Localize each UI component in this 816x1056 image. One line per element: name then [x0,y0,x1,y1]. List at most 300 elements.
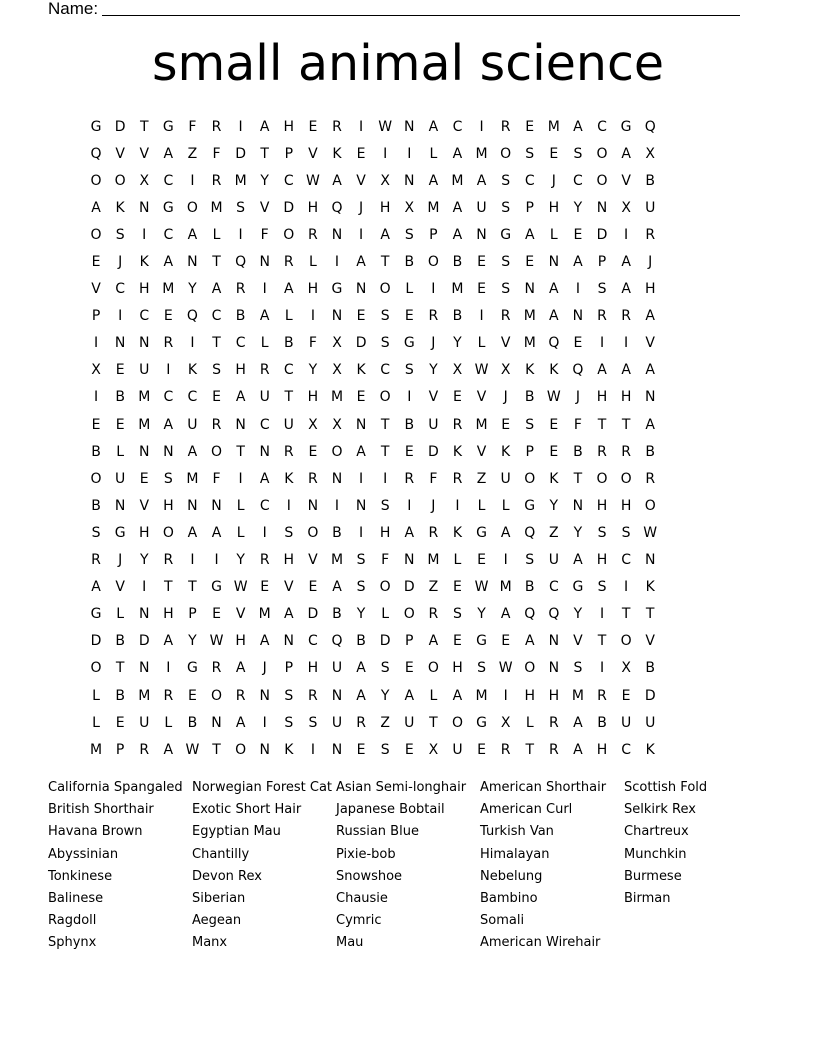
grid-letter: R [308,470,318,487]
grid-letter: D [138,633,150,650]
grid-letter: E [356,741,366,758]
word-search-grid [84,113,734,763]
grid-letter: D [283,199,295,216]
grid-letter: S [597,579,607,596]
grid-letter: G [500,226,512,243]
grid-letter: M [523,335,536,352]
grid-letter: R [500,118,511,135]
grid-letter: I [334,254,340,271]
grid-letter: N [138,443,150,460]
word-list-item: Cymric [336,913,382,929]
grid-letter: J [551,172,556,189]
grid-letter: V [428,389,439,406]
grid-letter: E [549,416,559,433]
grid-letter: W [643,524,658,541]
grid-letter: E [260,579,270,596]
grid-letter: T [429,714,438,731]
grid-letter: E [453,389,462,406]
grid-letter: X [404,199,415,216]
grid-letter: O [427,660,439,677]
grid-letter: L [236,497,245,514]
grid-letter: Y [139,552,149,569]
grid-letter: L [429,687,438,704]
grid-letter: C [380,362,391,379]
grid-letter: I [383,470,388,487]
grid-letter: E [212,389,221,406]
grid-letter: B [524,579,535,596]
grid-letter: H [596,497,608,514]
grid-letter: L [116,606,125,623]
grid-letter: S [621,524,631,541]
grid-letter: N [307,497,319,514]
grid-letter: W [546,389,561,406]
grid-letter: A [549,308,559,325]
grid-letter: K [187,362,198,379]
grid-letter: Z [380,714,390,731]
name-underline[interactable] [102,0,740,16]
grid-letter: A [163,741,174,758]
grid-letter: C [621,552,631,569]
grid-letter: I [214,552,219,569]
grid-letter: A [452,687,463,704]
grid-letter: I [624,579,629,596]
grid-letter: N [572,497,584,514]
grid-letter: L [381,606,390,623]
grid-letter: A [428,633,439,650]
grid-letter: D [307,606,319,623]
grid-letter: I [310,308,315,325]
grid-letter: Y [356,606,366,623]
grid-letter: V [91,281,101,298]
grid-letter: N [138,606,150,623]
word-list-item: Chantilly [192,846,250,862]
grid-letter: O [331,443,343,460]
grid-letter: I [238,470,243,487]
grid-letter: E [549,443,559,460]
grid-letter: O [644,497,656,514]
grid-letter: M [475,687,488,704]
grid-letter: U [620,714,632,731]
grid-letter: M [571,687,584,704]
grid-letter: A [332,579,342,596]
grid-letter: H [307,281,319,298]
grid-letter: G [162,199,174,216]
grid-letter: T [212,741,221,758]
grid-letter: K [452,524,463,541]
grid-letter: K [501,443,511,460]
grid-letter: B [332,606,342,623]
word-list-item: Snowshoe [336,868,403,884]
grid-letter: B [645,172,655,189]
grid-letter: T [164,579,173,596]
grid-letter: H [307,199,319,216]
grid-letter: Z [187,145,198,162]
grid-letter: N [548,633,560,650]
word-list-item: American Curl [480,802,573,818]
grid-letter: M [475,416,488,433]
grid-letter: F [212,470,221,487]
grid-letter: M [330,389,344,406]
word-list-item: Munchkin [624,846,687,862]
grid-letter: G [90,118,102,135]
grid-letter: Q [572,362,584,379]
grid-row [84,384,734,411]
grid-letter: I [190,552,195,569]
grid-row [84,492,734,519]
grid-letter: L [477,497,486,514]
grid-letter: M [427,199,440,216]
grid-letter: E [115,416,125,433]
grid-letter: E [573,335,583,352]
grid-letter: P [525,443,534,460]
grid-letter: H [548,687,560,704]
grid-letter: O [379,579,391,596]
grid-letter: E [404,741,414,758]
grid-letter: I [503,552,508,569]
grid-letter: E [501,416,511,433]
grid-letter: H [620,389,632,406]
grid-letter: A [356,443,366,460]
grid-letter: M [258,606,271,623]
grid-row [84,628,734,655]
grid-letter: R [308,226,318,243]
grid-letter: T [380,416,390,433]
grid-letter: K [525,362,535,379]
grid-letter: T [525,741,535,758]
grid-letter: B [91,443,101,460]
grid-row [84,601,734,628]
grid-letter: E [621,687,631,704]
grid-letter: N [283,633,295,650]
grid-letter: V [235,606,246,623]
grid-letter: A [573,118,583,135]
grid-letter: Y [477,606,486,623]
grid-letter: U [645,199,656,216]
grid-letter: B [332,524,342,541]
grid-letter: N [138,660,150,677]
grid-row [84,221,734,248]
grid-letter: G [186,660,198,677]
grid-letter: R [283,443,294,460]
grid-letter: I [575,281,580,298]
grid-letter: A [380,226,390,243]
grid-letter: E [477,254,486,271]
grid-letter: A [235,389,246,406]
grid-letter: O [283,226,295,243]
grid-letter: R [235,281,246,298]
grid-letter: N [259,254,270,271]
name-field[interactable] [48,0,740,18]
grid-letter: A [428,172,439,189]
word-list [48,777,788,955]
grid-letter: N [355,497,367,514]
grid-letter: O [427,254,439,271]
grid-letter: I [93,335,99,352]
grid-letter: R [548,714,559,731]
grid-letter: K [549,362,559,379]
grid-letter: M [138,687,151,704]
word-list-item: Ragdoll [48,913,97,929]
grid-letter: A [500,524,511,541]
grid-letter: C [283,172,294,189]
grid-letter: Q [331,633,343,650]
grid-letter: C [139,308,150,325]
grid-letter: G [90,606,102,623]
grid-letter: A [235,714,246,731]
grid-letter: L [92,714,100,731]
grid-letter: T [212,254,221,271]
grid-letter: O [620,633,632,650]
grid-letter: V [573,633,583,650]
grid-letter: I [262,714,267,731]
grid-letter: G [162,118,174,135]
grid-letter: S [477,660,486,677]
grid-letter: D [355,335,367,352]
grid-letter: G [211,579,222,596]
grid-letter: U [259,389,270,406]
grid-letter: G [572,579,584,596]
grid-letter: I [190,172,195,189]
grid-letter: A [332,172,342,189]
grid-letter: S [380,308,390,325]
grid-letter: A [573,741,583,758]
grid-letter: S [380,660,390,677]
grid-letter: J [431,497,436,514]
grid-letter: R [645,470,656,487]
grid-letter: A [452,226,463,243]
grid-letter: S [501,172,511,189]
grid-letter: Y [573,199,583,216]
grid-letter: J [359,199,364,216]
grid-letter: M [186,470,199,487]
grid-letter: I [359,524,364,541]
grid-letter: Q [235,254,247,271]
grid-letter: F [573,416,582,433]
grid-letter: O [114,172,126,189]
word-list-item: Birman [624,890,671,906]
word-list-item: Sphynx [48,935,97,951]
grid-row [84,682,734,709]
grid-letter: T [621,606,631,623]
grid-letter: Z [428,579,439,596]
grid-letter: I [479,308,484,325]
grid-letter: A [163,416,174,433]
grid-letter: T [380,443,390,460]
grid-letter: M [162,281,175,298]
grid-letter: W [305,172,320,189]
grid-letter: J [648,254,653,271]
grid-letter: O [620,470,632,487]
grid-letter: L [477,335,486,352]
grid-letter: M [475,145,488,162]
grid-letter: Y [380,687,390,704]
grid-letter: H [524,687,535,704]
grid-row [84,547,734,574]
grid-letter: R [91,552,101,569]
word-list-item: Havana Brown [48,824,143,840]
grid-letter: H [138,524,150,541]
grid-row [84,113,734,140]
grid-row [84,574,734,601]
grid-letter: H [307,389,319,406]
grid-letter: E [356,308,366,325]
grid-letter: S [163,470,173,487]
grid-letter: X [332,335,342,352]
grid-letter: I [407,145,412,162]
grid-letter: K [452,443,463,460]
grid-letter: H [548,199,560,216]
grid-letter: B [404,254,415,271]
grid-letter: R [235,687,246,704]
grid-letter: A [187,524,198,541]
grid-letter: V [115,145,125,162]
grid-letter: A [573,254,583,271]
grid-letter: C [187,389,198,406]
grid-letter: R [597,687,607,704]
grid-letter: W [233,579,248,596]
grid-letter: T [188,579,197,596]
grid-letter: A [235,660,246,677]
grid-row [84,194,734,221]
grid-letter: O [451,714,463,731]
grid-letter: R [211,118,222,135]
grid-letter: L [92,687,100,704]
grid-letter: M [547,118,560,135]
word-list-item: Devon Rex [192,868,262,884]
grid-letter: L [501,497,510,514]
grid-row [84,438,734,465]
grid-row [84,709,734,736]
grid-letter: E [115,714,125,731]
grid-letter: H [644,281,656,298]
grid-letter: T [139,118,149,135]
grid-letter: A [356,660,366,677]
grid-letter: G [524,497,536,514]
grid-letter: L [284,308,293,325]
grid-letter: L [116,443,125,460]
grid-letter: U [139,362,150,379]
grid-letter: O [186,199,198,216]
grid-letter: W [474,362,489,379]
grid-letter: A [259,118,270,135]
grid-letter: E [91,254,101,271]
grid-letter: P [597,254,607,271]
grid-letter: O [90,172,102,189]
grid-letter: I [479,118,484,135]
grid-letter: L [525,714,534,731]
grid-letter: I [407,389,412,406]
grid-letter: A [404,687,415,704]
grid-letter: G [403,335,415,352]
grid-letter: T [260,145,269,162]
grid-letter: S [501,199,511,216]
word-list-item: Nebelung [480,868,543,884]
grid-letter: S [453,606,462,623]
grid-letter: C [211,308,222,325]
grid-letter: T [236,443,245,460]
grid-letter: S [284,524,294,541]
word-list-item: Bambino [480,890,538,906]
word-list-item: Japanese Bobtail [336,802,445,818]
grid-letter: V [308,145,318,162]
grid-letter: C [597,118,607,135]
grid-letter: Q [331,199,343,216]
grid-letter: V [621,172,631,189]
grid-letter: N [596,199,608,216]
grid-letter: A [404,524,415,541]
grid-letter: N [235,416,246,433]
grid-row [84,411,734,438]
grid-letter: B [524,389,535,406]
grid-letter: D [114,118,126,135]
grid-letter: N [404,118,415,135]
grid-letter: L [164,714,173,731]
word-list-item: Egyptian Mau [192,824,281,840]
grid-letter: E [356,389,366,406]
grid-letter: J [575,389,580,406]
grid-letter: O [500,145,512,162]
grid-letter: U [476,199,487,216]
grid-letter: I [383,145,388,162]
grid-letter: F [308,335,317,352]
grid-letter: W [185,741,200,758]
grid-letter: S [308,714,318,731]
grid-letter: O [596,145,608,162]
grid-letter: N [355,416,367,433]
grid-letter: I [407,497,412,514]
grid-letter: R [548,741,559,758]
grid-letter: D [235,145,246,162]
grid-letter: O [596,470,608,487]
grid-letter: I [262,524,267,541]
grid-letter: A [428,118,439,135]
grid-letter: E [501,633,511,650]
grid-letter: T [597,633,607,650]
grid-letter: N [548,660,560,677]
word-list-item: British Shorthair [48,802,154,818]
grid-letter: N [138,335,150,352]
grid-letter: R [621,443,631,460]
grid-letter: A [163,145,174,162]
grid-letter: M [90,741,103,758]
grid-letter: O [524,470,536,487]
grid-letter: N [331,470,343,487]
grid-letter: F [212,145,221,162]
grid-letter: K [645,741,655,758]
grid-letter: E [404,308,414,325]
grid-letter: N [114,497,126,514]
grid-letter: S [380,335,390,352]
grid-letter: A [259,633,270,650]
grid-letter: I [503,687,508,704]
grid-letter: R [645,226,656,243]
grid-letter: N [187,254,198,271]
grid-letter: U [548,552,559,569]
grid-letter: O [596,172,608,189]
grid-letter: A [524,633,535,650]
grid-letter: U [331,714,343,731]
grid-letter: S [573,145,583,162]
grid-letter: H [163,497,174,514]
grid-letter: Y [453,335,462,352]
word-list-item: Scottish Fold [624,780,708,795]
grid-letter: Y [429,362,438,379]
name-label: Name: [48,0,99,18]
grid-letter: H [138,281,150,298]
grid-letter: C [573,172,583,189]
grid-letter: B [573,443,583,460]
grid-letter: K [332,145,342,162]
